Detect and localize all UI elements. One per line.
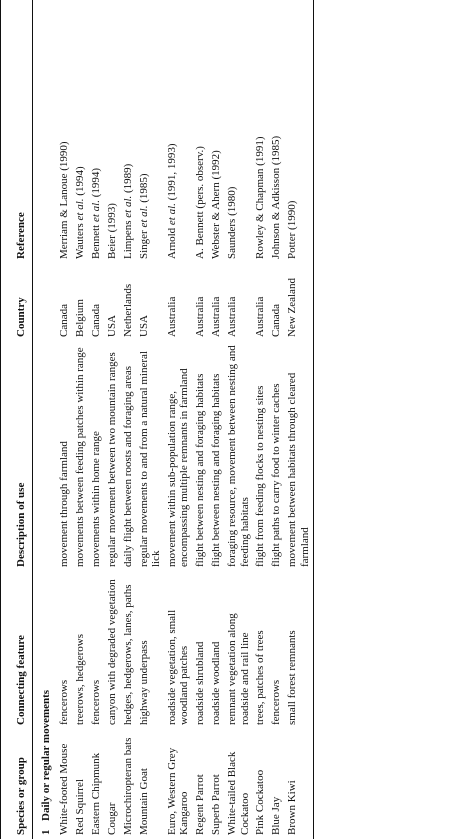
cell-connecting-feature: fencerows — [58, 679, 71, 725]
table-row — [269, 0, 285, 839]
table-row — [253, 0, 269, 839]
cell-species: Red Squirrel — [74, 779, 87, 835]
cell-species: Euro, Western Grey Kangaroo — [166, 747, 191, 835]
cell-species: Eastern Chipmunk — [90, 752, 103, 835]
table-body — [33, 0, 313, 839]
cell-reference: Singer et al. (1985) — [137, 173, 150, 259]
cell-description: movement between habitats through cleared farmland — [286, 372, 311, 567]
table-row — [57, 0, 73, 839]
section-title: Daily or regular movements — [40, 689, 53, 821]
cell-species: White-tailed Black Cockatoo — [226, 751, 251, 835]
cell-description: movements between feeding patches within range — [74, 347, 87, 567]
section-heading — [33, 0, 57, 839]
cell-country: Australia — [194, 296, 207, 337]
table-row — [120, 0, 136, 839]
table-row — [209, 0, 225, 839]
cell-connecting-feature: hedges, hedgerows, lanes, paths — [122, 584, 135, 725]
cell-description: flight between nesting and foraging habitats — [194, 373, 207, 567]
cell-connecting-feature: roadside woodland — [210, 641, 223, 725]
cell-description: movement within sub-population range, encompassing multiple remnants in farmland — [166, 368, 191, 567]
cell-description: daily flight between roosts and foraging areas — [122, 366, 135, 567]
header-reference: Reference — [15, 212, 27, 259]
cell-reference: Merriam & Lanoue (1990) — [58, 141, 71, 259]
cell-connecting-feature: treerows, hedgerows — [74, 633, 87, 725]
cell-country: Canada — [270, 304, 283, 337]
cell-species: Blue Jay — [270, 796, 283, 835]
cell-species: Pink Cockatoo — [254, 769, 267, 835]
cell-description: regular movements to and from a natural mineral lick — [137, 351, 163, 567]
cell-connecting-feature: remnant vegetation along roadside and rail line — [226, 613, 251, 725]
cell-country: Canada — [90, 304, 103, 337]
cell-country: Belgium — [74, 299, 87, 337]
cell-reference: Wauters et al. (1994) — [74, 166, 87, 259]
header-connecting-feature: Connecting feature — [15, 635, 27, 725]
cell-description: regular movement between two mountain ranges — [106, 352, 119, 567]
header-species: Species or group — [15, 757, 27, 835]
cell-species: Cougar — [106, 802, 119, 835]
cell-country: Australia — [210, 296, 223, 337]
cell-country: USA — [106, 314, 119, 337]
cell-connecting-feature: roadside vegetation, small woodland patches — [166, 609, 191, 725]
table-row — [136, 0, 164, 839]
table-row — [88, 0, 104, 839]
cell-connecting-feature: canyon with degraded vegetation — [106, 579, 119, 725]
cell-reference: Webster & Ahern (1992) — [210, 150, 223, 259]
table-row — [104, 0, 120, 839]
cell-country: Australia — [254, 296, 267, 337]
cell-connecting-feature: highway underpass — [137, 640, 150, 725]
cell-description: foraging resource, movement between nesting and feeding habitats — [226, 345, 251, 567]
table-header — [1, 0, 33, 839]
table-row — [224, 0, 252, 839]
header-country: Country — [15, 297, 27, 337]
cell-connecting-feature: fencerows — [90, 679, 103, 725]
table-row — [164, 0, 192, 839]
cell-connecting-feature: trees, patches of trees — [254, 630, 267, 725]
table-row — [284, 0, 313, 839]
cell-country: Australia — [166, 296, 179, 337]
cell-country: Canada — [58, 304, 71, 337]
cell-species: Regent Parrot — [194, 774, 207, 835]
cell-reference: Arnold et al. (1991, 1993) — [166, 143, 179, 259]
cell-description: movement through farmland — [58, 441, 71, 567]
cell-connecting-feature: roadside shrubland — [194, 641, 207, 725]
cell-country: New Zealand — [286, 278, 299, 337]
table-row — [73, 0, 89, 839]
cell-species: Microchiropteran bats — [122, 737, 135, 835]
cell-reference: Johnson & Adkisson (1985) — [270, 135, 283, 259]
cell-country: Netherlands — [122, 283, 135, 337]
header-description: Description of use — [15, 482, 27, 567]
table-row — [193, 0, 209, 839]
cell-species: Mountain Goat — [137, 768, 150, 835]
cell-reference: Saunders (1980) — [226, 186, 239, 259]
cell-reference: Potter (1990) — [286, 200, 299, 259]
cell-reference: Beier (1993) — [106, 203, 119, 259]
cell-species: Superb Parrot — [210, 774, 223, 835]
cell-description: flight from feeding flocks to nesting sites — [254, 385, 267, 567]
cell-country: Australia — [226, 296, 239, 337]
cell-reference: A. Bennett (pers. observ.) — [194, 146, 207, 259]
cell-species: White-footed Mouse — [58, 743, 71, 835]
cell-connecting-feature: fencerows — [270, 679, 283, 725]
cell-country: USA — [137, 314, 150, 337]
cell-reference: Limpens et al. (1989) — [122, 163, 135, 259]
cell-species: Brown Kiwi — [286, 780, 299, 835]
cell-description: movements within home range — [90, 431, 103, 567]
cell-reference: Rowley & Chapman (1991) — [254, 136, 267, 259]
cell-reference: Bennett et al. (1994) — [90, 167, 103, 259]
section-number: 1 — [40, 829, 53, 835]
cell-description: flight between nesting and foraging habitats — [210, 373, 223, 567]
cell-description: flight paths to carry food to winter caches — [270, 383, 283, 567]
cell-connecting-feature: small forest remnants — [286, 630, 299, 725]
section-heading-row — [33, 0, 57, 839]
